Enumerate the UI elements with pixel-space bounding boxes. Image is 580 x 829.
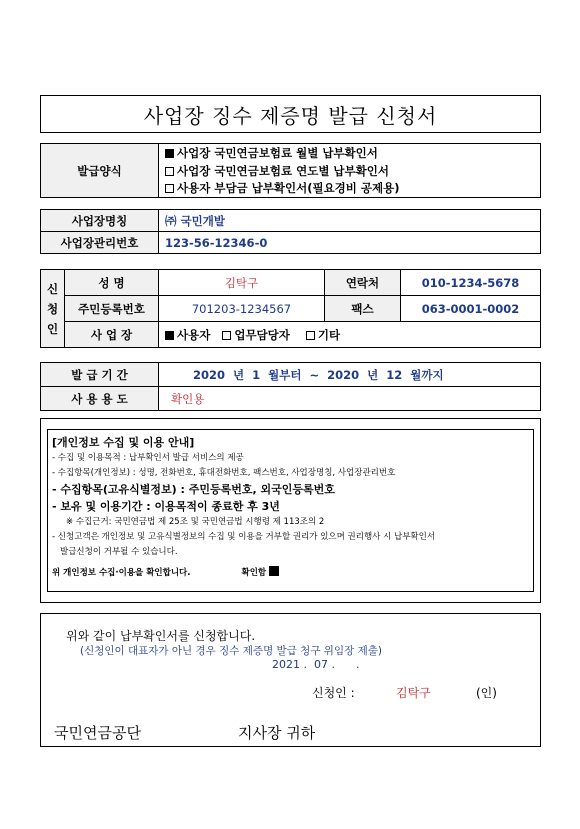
role-staff[interactable]: 업무담당자 <box>222 328 290 342</box>
applicant-name-label: 성 명 <box>65 270 159 296</box>
issue-option-yearly[interactable]: 사업장 국민연금보험료 연도별 납부확인서 <box>159 162 541 180</box>
business-number-label: 사업장관리번호 <box>41 232 159 254</box>
contact-label: 연락처 <box>325 270 401 296</box>
issue-method-table <box>40 143 541 198</box>
notice-line: - 수집 및 이용목적 : 납부확인서 발급 서비스의 제공 <box>52 453 244 463</box>
request-text: 위와 같이 납부확인서를 신청합니다. <box>66 629 256 643</box>
applicant-name-value[interactable]: 김탁구 <box>159 270 325 296</box>
notice-bold-line: - 보유 및 이용기간 : 이용목적이 종료한 후 3년 <box>52 500 280 513</box>
confirm-checkbox-icon[interactable] <box>269 566 279 576</box>
seal-mark: (인) <box>476 686 497 700</box>
checkbox-icon[interactable] <box>165 184 174 193</box>
purpose-value[interactable]: 확인용 <box>159 387 541 411</box>
purpose-label: 사 용 용 도 <box>41 387 159 411</box>
org-name: 국민연금공단 <box>54 724 141 742</box>
business-table <box>40 209 541 254</box>
business-number-value[interactable]: 123-56-12346-0 <box>159 232 541 254</box>
fax-label: 팩스 <box>325 296 401 322</box>
rrn-value[interactable]: 701203-1234567 <box>159 296 325 322</box>
request-date[interactable]: 2021 . 07 . . <box>272 658 360 671</box>
role-other[interactable]: 기타 <box>306 328 340 342</box>
applicant-table <box>40 269 541 348</box>
request-note: (신청인이 대표자가 아닌 경우 징수 제증명 발급 청구 위임장 제출) <box>80 645 382 657</box>
contact-value[interactable]: 010-1234-5678 <box>401 270 541 296</box>
business-name-label: 사업장명칭 <box>41 210 159 232</box>
period-table <box>40 362 541 411</box>
period-value[interactable]: 2020 년 1 월부터 ~ 2020 년 12 월까지 <box>159 363 541 387</box>
issue-option-employer[interactable]: 사용자 부담금 납부확인서(필요경비 공제용) <box>159 180 541 198</box>
notice-line: - 수집항목(개인정보) : 성명, 전화번호, 휴대전화번호, 팩스번호, 사업장명칭, 사업장관리번호 <box>52 468 396 478</box>
checkbox-icon[interactable] <box>306 331 315 340</box>
notice-refuse: 발급신청이 거부될 수 있습니다. <box>60 547 178 557</box>
fax-value[interactable]: 063-0001-0002 <box>401 296 541 322</box>
signer-label: 신청인 : <box>312 686 355 700</box>
signer-name[interactable]: 김탁구 <box>396 686 431 700</box>
notice-agree: 위 개인정보 수집·이용을 확인합니다. <box>52 568 191 578</box>
notice-heading: [개인정보 수집 및 이용 안내] <box>52 436 195 449</box>
business-name-value[interactable]: ㈜ 국민개발 <box>159 210 541 232</box>
checkbox-icon[interactable] <box>165 167 174 176</box>
notice-bold-line: - 수집항목(고유식별정보) : 주민등록번호, 외국인등록번호 <box>52 483 335 496</box>
issue-option-monthly[interactable]: 사업장 국민연금보험료 월별 납부확인서 <box>159 144 541 162</box>
period-label: 발 급 기 간 <box>41 363 159 387</box>
checkbox-icon[interactable] <box>222 331 231 340</box>
notice-confirm: 확인함 <box>241 568 267 578</box>
checkbox-icon[interactable] <box>165 149 174 158</box>
workplace-label: 사 업 장 <box>65 322 159 348</box>
privacy-notice <box>40 418 541 603</box>
document-title: 사업장 징수 제증명 발급 신청서 <box>40 95 541 133</box>
issue-method-label: 발급양식 <box>41 144 159 198</box>
applicant-side-label: 신 청 인 <box>41 270 65 348</box>
branch-name: 지사장 귀하 <box>238 724 316 742</box>
checkbox-icon[interactable] <box>165 331 174 340</box>
notice-agree-row <box>52 566 529 581</box>
notice-basis: ※ 수집근거: 국민연금법 제 25조 및 국민연금법 시행령 제 113조의 2 <box>66 517 325 527</box>
workplace-roles <box>159 322 541 348</box>
notice-refuse: - 신청고객은 개인정보 및 고유식별정보의 수집 및 이용을 거부할 권리가 있으며 권리행사 시 납부확인서 <box>52 532 436 542</box>
rrn-label: 주민등록번호 <box>65 296 159 322</box>
role-employer[interactable]: 사용자 <box>165 328 210 342</box>
